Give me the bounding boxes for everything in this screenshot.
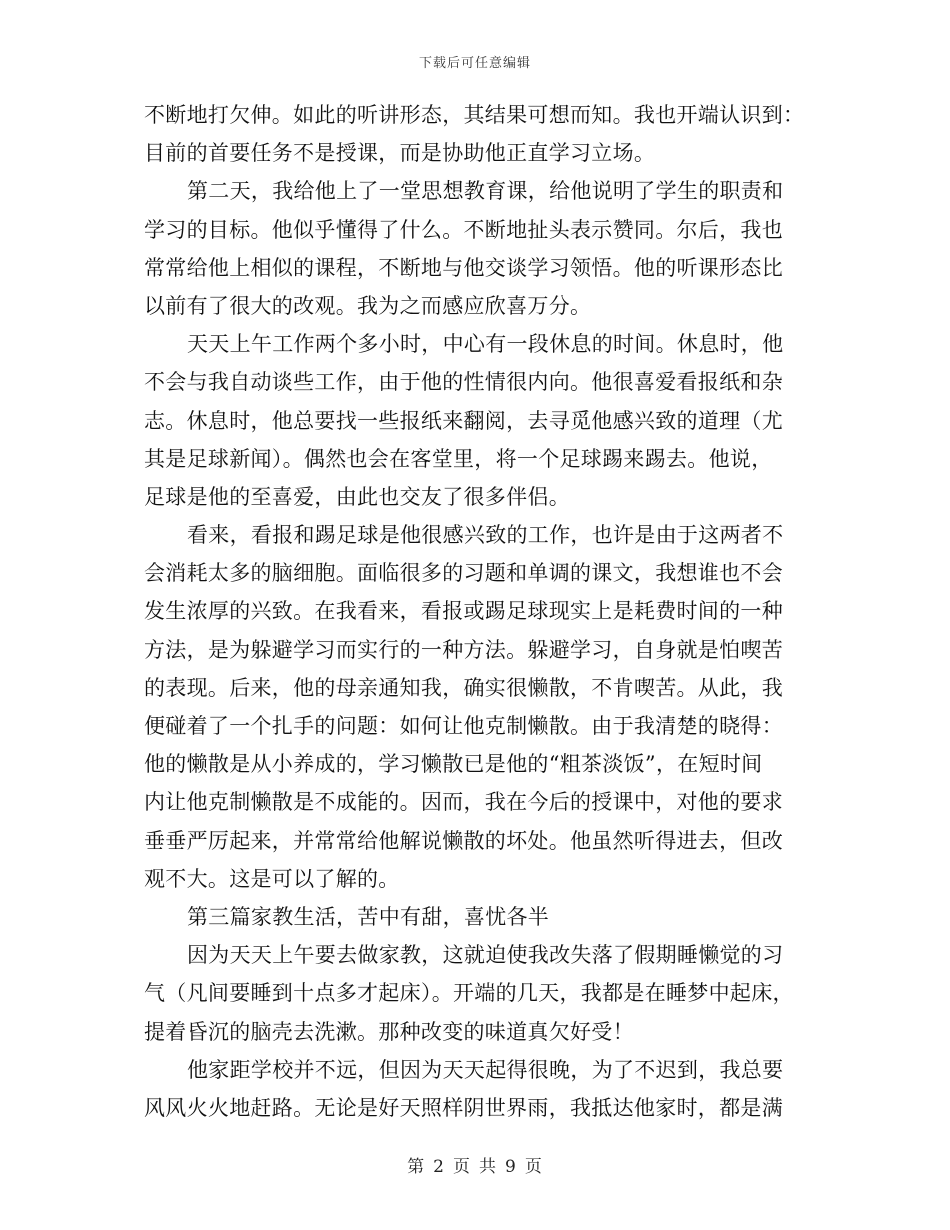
footer-gong: 共 xyxy=(479,1157,497,1177)
text-line: 常常给他上相似的课程，不断地与他交谈学习领悟。他的听课形态比 xyxy=(144,255,783,280)
paragraph-start-line: 看来，看报和踢足球是他很感兴致的工作，也许是由于这两者不 xyxy=(187,523,784,548)
text-line: 不会与我自动谈些工作，由于他的性情很内向。他很喜爱看报纸和杂 xyxy=(144,370,783,395)
paragraph-start-line: 因为天天上午要去做家教，这就迫使我改失落了假期睡懒觉的习 xyxy=(187,943,784,968)
text-line: 风风火火地赶路。无论是好天照样阴世界雨，我抵达他家时，都是满 xyxy=(144,1095,783,1120)
page-header: 下载后可任意编辑 xyxy=(418,56,531,71)
text-line: 观不大。这是可以了解的。 xyxy=(144,866,400,891)
text-line: 学习的目标。他似乎懂得了什么。不断地扯头表示赞同。尔后，我也 xyxy=(144,217,783,242)
text-line: 便碰着了一个扎手的问题：如何让他克制懒散。由于我清楚的晓得： xyxy=(144,714,783,738)
current-page-number: 2 xyxy=(433,1157,445,1177)
text-line: 气（凡间要睡到十点多才起床）。开端的几天，我都是在睡梦中起床， xyxy=(144,981,794,1006)
text-line: 发生浓厚的兴致。在我看来，看报或踢足球现实上是耗费时间的一种 xyxy=(144,599,783,624)
text-line: 志。休息时，他总要找一些报纸来翻阅，去寻觅他感兴致的道理（尤 xyxy=(144,408,783,433)
text-line: 垂垂严厉起来，并常常给他解说懒散的坏处。他虽然听得进去，但改 xyxy=(144,828,783,853)
text-line: 方法，是为躲避学习而实行的一种方法。躲避学习，自身就是怕喫苦 xyxy=(144,637,783,662)
text-line: 其是足球新闻）。偶然也会在客堂里，将一个足球踢来踢去。他说， xyxy=(144,446,773,471)
text-line: 会消耗太多的脑细胞。面临很多的习题和单调的课文，我想谁也不会 xyxy=(144,561,783,586)
text-line: 提着昏沉的脑壳去洗漱。那种改变的味道真欠好受！ xyxy=(144,1019,634,1044)
document-body xyxy=(144,96,804,1127)
paragraph-start-line: 他家距学校并不远，但因为天天起得很晚，为了不迟到，我总要 xyxy=(187,1057,784,1082)
text-line: 目前的首要任务不是授课，而是协助他正直学习立场。 xyxy=(144,141,656,166)
footer-ye: 页 xyxy=(453,1157,471,1177)
paragraph-start-line: 天天上午工作两个多小时，中心有一段休息的时间。休息时，他 xyxy=(187,332,784,357)
text-line: 内让他克制懒散是不成能的。因而，我在今后的授课中，对他的要求 xyxy=(144,790,783,815)
section-heading: 第三篇家教生活，苦中有甜，喜忧各半 xyxy=(187,904,550,929)
text-line: 不断地打欠伸。如此的听讲形态，其结果可想而知。我也开端认识到： xyxy=(144,103,805,127)
footer-ye2: 页 xyxy=(524,1157,543,1177)
text-line: 足球是他的至喜爱，由此也交友了很多伴侣。 xyxy=(144,484,570,509)
text-line: 他的懒散是从小养成的，学习懒散已是他的“粗茶淡饭”，在短时间 xyxy=(144,752,763,777)
text-line: 的表现。后来，他的母亲通知我，确实很懒散，不肯喫苦。从此，我 xyxy=(144,675,783,700)
footer-di: 第 xyxy=(407,1157,426,1177)
text-line: 以前有了很大的改观。我为之而感应欣喜万分。 xyxy=(144,293,592,318)
paragraph-start-line: 第二天，我给他上了一堂思想教育课，给他说明了学生的职责和 xyxy=(187,179,784,204)
page-footer xyxy=(0,1152,950,1177)
total-page-count: 9 xyxy=(505,1157,517,1177)
